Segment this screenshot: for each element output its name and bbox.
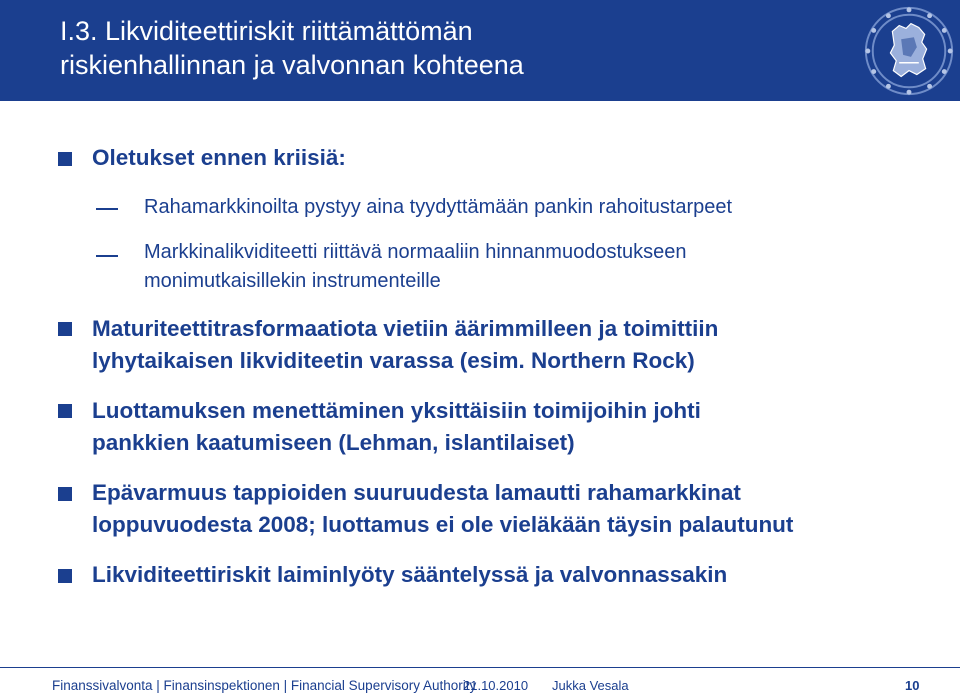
sub-bullet-text: Rahamarkkinoilta pystyy aina tyydyttämään pankin rahoitustarpeet: [144, 196, 733, 218]
dash-bullet-icon: [96, 255, 118, 257]
sub-bullet-line: Markkinalikviditeetti riittävä normaaliin hinnanmuodostukseen: [144, 241, 687, 263]
slide-title-line-2: riskienhallinnan ja valvonnan kohteena: [60, 50, 524, 80]
square-bullet-icon: [58, 152, 72, 166]
bullet-text: Oletukset ennen kriisiä:: [92, 145, 346, 170]
square-bullet-icon: [58, 487, 72, 501]
dash-bullet-icon: [96, 208, 118, 210]
bullet-line: Epävarmuus tappioiden suuruudesta lamautti rahamarkkinat: [92, 480, 741, 505]
bullet-text: [92, 313, 952, 377]
bullet-text: [92, 395, 952, 459]
bullet-text: Likviditeettiriskit laiminlyöty sääntelyssä ja valvonnassakin: [92, 562, 728, 587]
bullet-line: loppuvuodesta 2008; luottamus ei ole vieläkään täysin palautunut: [92, 512, 794, 537]
bullet-line: Maturiteettitrasformaatiota vietiin äärimmilleen ja toimittiin: [92, 316, 719, 341]
footer-author: Jukka Vesala: [552, 678, 629, 693]
square-bullet-icon: [58, 569, 72, 583]
footer-organization: Finanssivalvonta | Finansinspektionen | Financial Supervisory Authority: [52, 678, 477, 693]
bullet-text: [92, 477, 952, 541]
bullet-line: lyhytaikaisen likviditeetin varassa (esim. Northern Rock): [92, 348, 695, 373]
page-number: 10: [905, 678, 920, 693]
footer-date: 21.10.2010: [463, 678, 529, 693]
footer: [0, 668, 960, 699]
slide-title-line-1: I.3. Likviditeettiriskit riittämättömän: [60, 16, 473, 46]
square-bullet-icon: [58, 404, 72, 418]
square-bullet-icon: [58, 322, 72, 336]
bullet-line: Luottamuksen menettäminen yksittäisiin toimijoihin johti: [92, 398, 701, 423]
sub-bullet-text: [144, 238, 944, 296]
sub-bullet-line: monimutkaisillekin instrumenteille: [144, 270, 441, 292]
bullet-line: pankkien kaatumiseen (Lehman, islantilaiset): [92, 430, 575, 455]
